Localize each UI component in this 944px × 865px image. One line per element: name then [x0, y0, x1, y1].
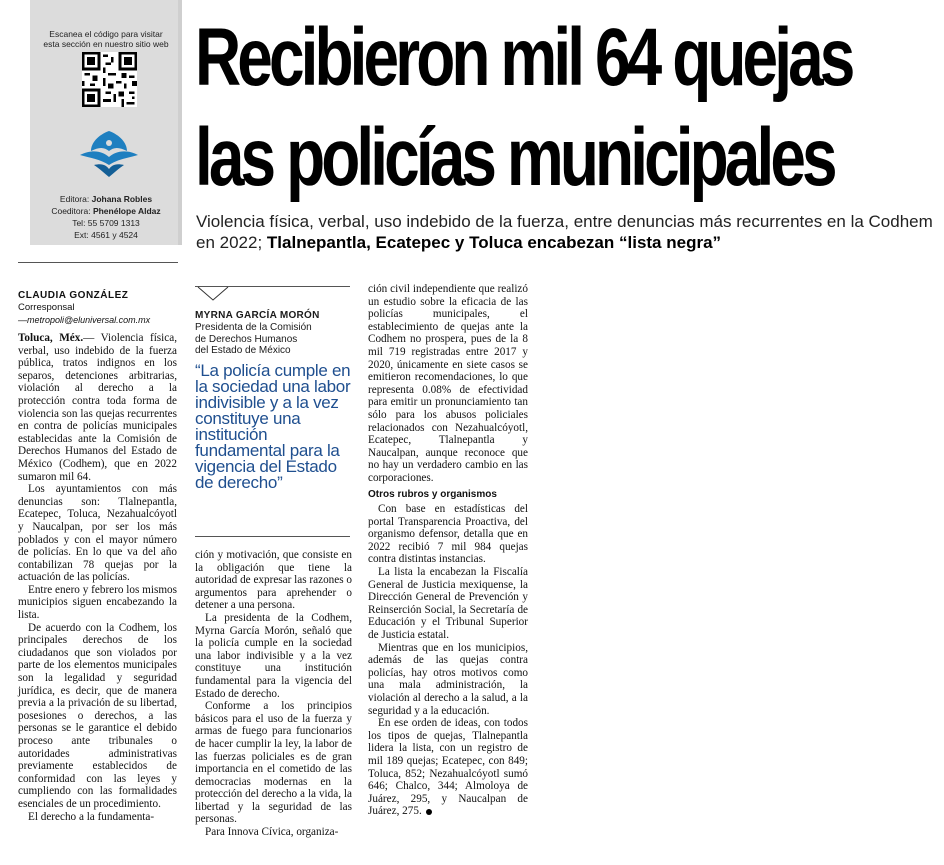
col2-p1: ción y motivación, que consiste en la obligación que tiene la autoridad de expresar las razones o argumentos para aprehender o detener a una persona. [195, 549, 352, 612]
quote-role-1: Presidenta de la Comisión [195, 322, 312, 333]
credits-block [30, 193, 182, 241]
sidebar-edge [178, 0, 182, 245]
col1-p5: El derecho a la fundamenta- [28, 810, 155, 823]
qr-code-icon[interactable] [82, 52, 137, 107]
quote-role-2: de Derechos Humanos [195, 333, 298, 345]
col2-p2: La presidenta de la Codhem, Myrna García Morón, señaló que la policía cumple en la sociedad una labor indivisible y a la vez constituye una institución fundamental para la vigencia del Estado de derecho. [195, 611, 352, 700]
col3-p2: Con base en estadísticas del portal Transparencia Proactiva, del organismo defensor, detalla que en 2022 recibió 7 mil 984 quejas contra distintas instancias. [368, 503, 528, 566]
col2-p4: Para Innova Cívica, organiza- [205, 826, 339, 839]
col2-p3: Conforme a los principios básicos para el uso de la fuerza y armas de fuego para funcionarios de hacer cumplir la ley, la labor de las fuerzas policiales es de gran importancia en el cometido de las democracias modernas en la protección del derecho a la vida, la libertad y la seguridad de las personas. [195, 700, 352, 826]
subhead-plain: Violencia física, verbal, uso indebido de la fuerza, entre denuncias más recurrentes en la Codhem en 2022; [196, 212, 933, 252]
col3-p5: En ese orden de ideas, con todos los tipos de quejas, Tlalnepantla lidera la lista, con un registro de mil 189 quejas; Ecatepec, con 849; Toluca, 852; Nezahualcóyotl sumó 646; Chalco, 344; Almoloya de Juárez, 295, y Naucalpan de Juárez, 275. [368, 717, 528, 818]
phone-text: Tel: 55 5709 1313 [72, 218, 140, 228]
quote-role-3: del Estado de México [195, 345, 291, 356]
section-subtitle: Otros rubros y organismos [368, 488, 497, 500]
col1-p1: — Violencia física, verbal, uso indebido de la fuerza pública, tratos indignos en los separos, detenciones arbitrarias, violación al derecho a la protección contra toda forma de violencia son las quejas recurrentes en contra de policías municipales establecidas ante la Comisión de Derechos Humanos del Estado de México (Codhem), que en 2022 sumaron mil 64. [18, 332, 177, 483]
editor-name: Johana Robles [91, 194, 153, 204]
quote-box [195, 310, 352, 491]
byline-email[interactable]: —metropoli@eluniversal.com.mx [18, 315, 151, 325]
rule-col1 [18, 262, 178, 263]
col1-p4: De acuerdo con la Codhem, los principales derechos de los ciudadanos que son violados por parte de los elementos municipales son la legalidad y seguridad jurídica, es decir, que de manera previa a la privación de su libertad, posesiones o derechos, a las personas se le garantice el debido proceso ante tribunales o autoridades administrativas previamente establecidos de conformidad con las leyes y cumpliendo con las formalidades esenciales de un procedimiento. [18, 621, 177, 810]
col1-p2: Los ayuntamientos con más denuncias son: Tlalnepantla, Ecatepec, Toluca, Nezahualcóyotl y Naucalpan, por ser los más poblados y con el mayor número de policías. En lo que va del año contabilizan 78 quejas por la actuación de las policías. [18, 483, 177, 584]
end-mark-icon [426, 809, 432, 815]
pull-quote: “La policía cumple en la sociedad una labor indivisible y a la vez constituye una institución fundamental para la vigencia del Estado de derecho” [195, 360, 351, 492]
quote-name: MYRNA GARCÍA MORÓN [195, 310, 320, 321]
headline [195, 8, 852, 208]
qr-caption-1: Escanea el código para visitar [49, 29, 163, 39]
headline-line-2: las policías municipales [195, 112, 834, 203]
coeditor-label: Coeditora: [51, 206, 91, 216]
codhem-logo-icon [74, 125, 144, 180]
byline-name: CLAUDIA GONZÁLEZ [18, 290, 129, 301]
column-3 [368, 283, 528, 818]
byline-role: Corresponsal [18, 302, 75, 313]
editor-label: Editora: [59, 194, 90, 204]
qr-caption-2: esta sección en nuestro sitio web [43, 39, 169, 49]
headline-line-1: Recibieron mil 64 quejas [195, 12, 852, 103]
dateline: Toluca, Méx. [18, 332, 84, 344]
col3-p4: Mientras que en los municipios, además de las quejas contra policías, hay otros motivos como una mala administración, la violación al derecho a la salud, a la seguridad y a la educación. [368, 641, 528, 717]
sidebar-box [30, 0, 182, 245]
subhead-bold: Tlalnepantla, Ecatepec y Toluca encabezan “lista negra” [266, 233, 722, 252]
chevron-down-icon [196, 286, 230, 302]
extension-text: Ext: 4561 y 4524 [74, 230, 138, 240]
column-1 [18, 290, 177, 823]
column-2 [195, 549, 352, 839]
subheadline [196, 211, 936, 253]
col3-p1: ción civil independiente que realizó un estudio sobre la eficacia de las policías municipales, el establecimiento de quejas ante la Codhem no prospera, pues de la 8 mil 719 registradas entre 2017 y 2020, únicamente en siete casos se emitieron recomendaciones, lo que representa 0.08% de efectividad para emitir un pronunciamiento tan sólo para los abusos policiales relacionados con Nezahualcóyotl, Ecatepec, Tlalnepantla y Naucalpan, aunque reconoce que no hay un verdadero cambio en las corporaciones. [368, 283, 528, 484]
rule-quote-bottom [195, 536, 350, 537]
coeditor-name: Phenélope Aldaz [92, 206, 161, 216]
col3-p3: La lista la encabezan la Fiscalía General de Justicia mexiquense, la Dirección General de Prevención y Reinserción Social, la Secretaría de Educación y el Tribunal Superior de Justicia estatal. [368, 566, 528, 642]
col1-p3: Entre enero y febrero los mismos municipios siguen encabezando la lista. [18, 583, 177, 622]
